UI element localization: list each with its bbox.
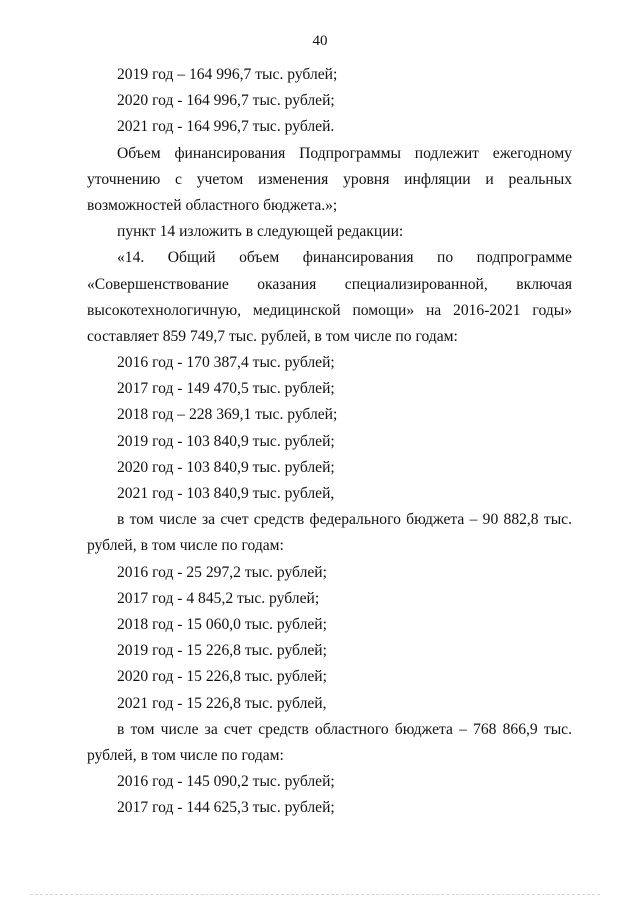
text-line: 2018 год - 15 060,0 тыс. рублей; [117, 615, 327, 633]
text-line: 2017 год - 144 625,3 тыс. рублей; [117, 799, 335, 817]
text-line: 2016 год - 170 387,4 тыс. рублей; [117, 354, 335, 372]
text-line: «Совершенствование оказания специализированной, включая [87, 275, 572, 293]
text-line: возможностей областного бюджета.»; [87, 196, 338, 214]
text-line: 2020 год - 15 226,8 тыс. рублей; [117, 668, 327, 686]
text-line: составляет 859 749,7 тыс. рублей, в том числе по годам: [87, 327, 458, 345]
text-line: 2019 год - 103 840,9 тыс. рублей; [117, 432, 335, 450]
text-line: 2017 год - 149 470,5 тыс. рублей; [117, 380, 335, 398]
text-line: высокотехнологичную, медицинской помощи» на 2016-2021 годы» [87, 301, 572, 319]
text-line: «14. Общий объем финансирования по подпрограмме [117, 249, 572, 267]
text-line: 2020 год - 164 996,7 тыс. рублей; [117, 92, 335, 110]
text-line: 2017 год - 4 845,2 тыс. рублей; [117, 589, 320, 607]
text-line: 2021 год - 164 996,7 тыс. рублей. [117, 118, 335, 136]
text-line: рублей, в том числе по годам: [87, 746, 284, 764]
document-body [87, 62, 572, 821]
text-line: 2016 год - 145 090,2 тыс. рублей; [117, 773, 335, 791]
text-line: рублей, в том числе по годам: [87, 537, 284, 555]
text-line: 2021 год - 15 226,8 тыс. рублей, [117, 694, 327, 712]
text-line: 2019 год - 15 226,8 тыс. рублей; [117, 642, 327, 660]
footer-rule [30, 894, 600, 895]
text-line: в том числе за счет средств федерального бюджета – 90 882,8 тыс. [117, 511, 572, 529]
text-line: 2016 год - 25 297,2 тыс. рублей; [117, 563, 327, 581]
text-line: пункт 14 изложить в следующей редакции: [117, 223, 404, 241]
text-line: в том числе за счет средств областного бюджета – 768 866,9 тыс. [117, 720, 572, 738]
text-line: 2020 год - 103 840,9 тыс. рублей; [117, 458, 335, 476]
page-number: 40 [312, 33, 328, 49]
text-line: 2018 год – 228 369,1 тыс. рублей; [117, 406, 338, 424]
text-line: 2019 год – 164 996,7 тыс. рублей; [117, 66, 338, 83]
text-line: 2021 год - 103 840,9 тыс. рублей, [117, 485, 335, 502]
text-line: уточнению с учетом изменения уровня инфляции и реальных [87, 170, 572, 188]
text-line: Объем финансирования Подпрограммы подлежит ежегодному [117, 144, 572, 162]
